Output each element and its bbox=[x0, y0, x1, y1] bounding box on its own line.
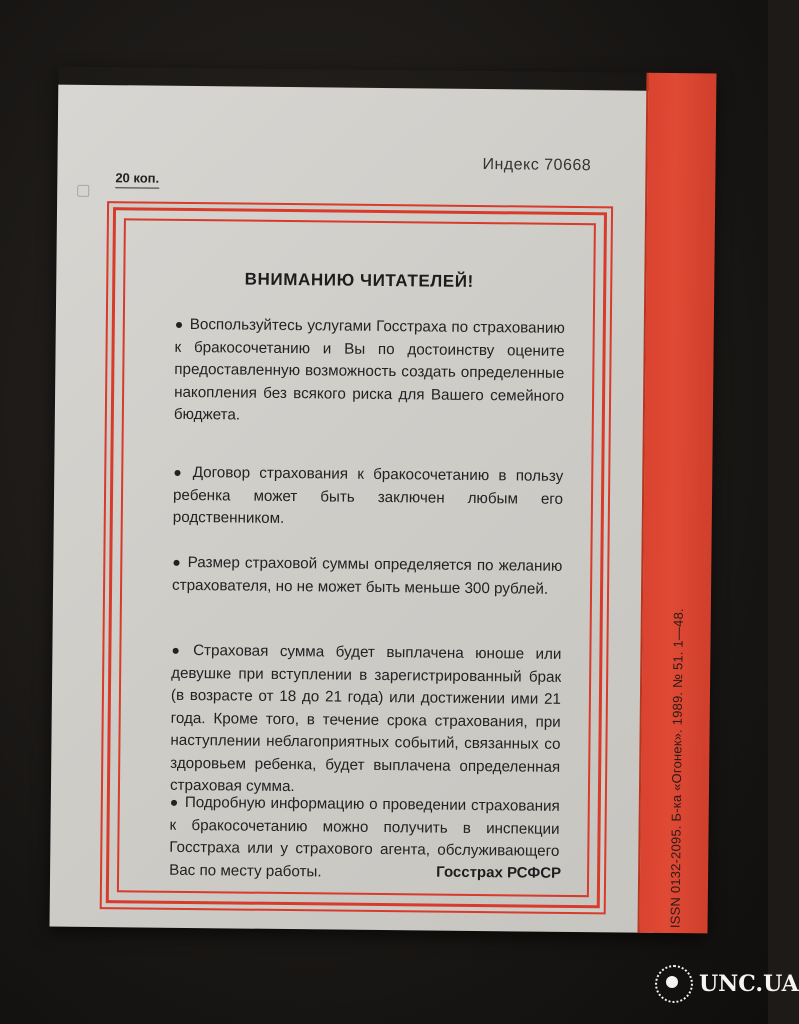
issn-imprint: ISSN 0132-2095. Б-ка «Огонек». 1989. № 51. 1—48. bbox=[667, 608, 686, 929]
notice-paragraph bbox=[173, 461, 564, 534]
paragraph-text: Подробную информацию о проведении страхования к бракосочетанию можно получить в инспекции Госстраха или у страхового агента, обслуживающего Вас по месту работы. bbox=[169, 793, 560, 880]
bullet-icon: ● bbox=[174, 315, 184, 332]
watermark-logo-icon bbox=[655, 965, 693, 1003]
staple-mark bbox=[77, 185, 89, 197]
bullet-icon: ● bbox=[171, 641, 188, 658]
cover-page bbox=[50, 85, 663, 933]
notice-headline: ВНИМАНИЮ ЧИТАТЕЛЕЙ! bbox=[244, 269, 474, 291]
signature-label: Госстрах РСФСР bbox=[436, 863, 562, 882]
bullet-icon: ● bbox=[173, 463, 187, 480]
notice-paragraph bbox=[172, 551, 562, 601]
price-label: 20 коп. bbox=[115, 170, 159, 188]
watermark-text: UNC.UA bbox=[699, 971, 799, 997]
watermark bbox=[655, 965, 799, 1003]
booklet-back-cover bbox=[50, 67, 715, 934]
paragraph-text: Воспользуйтесь услугами Госстраха по страхованию к бракосочетанию и Вы по достоинству оцените предоставленную возможность создать определенные накопления без всякого риска для Вашего семейного бюджета. bbox=[173, 315, 565, 424]
index-label: Индекс 70668 bbox=[482, 156, 592, 175]
paragraph-text: Договор страхования к бракосочетанию в пользу ребенка может быть заключен любым его родственником. bbox=[172, 464, 564, 527]
bullet-icon: ● bbox=[169, 793, 179, 810]
bullet-icon: ● bbox=[172, 553, 182, 570]
notice-paragraph bbox=[170, 639, 562, 802]
paragraph-text: Размер страховой суммы определяется по желанию страхователя, но не может быть меньше 300 рублей. bbox=[172, 553, 563, 598]
notice-frame bbox=[106, 207, 607, 908]
notice-paragraph bbox=[174, 313, 565, 431]
paragraph-text: Страховая сумма будет выплачена юноше или девушке при вступлении в зарегистрированный брак (в возрасте от 18 до 21 года) или достижении ими 21 года. Кроме того, в течение срока страхования, при наступлении неблагоприятных событий, связанных со здоровьем ребенка, будет выплачена определенная страховая сумма. bbox=[169, 642, 562, 796]
